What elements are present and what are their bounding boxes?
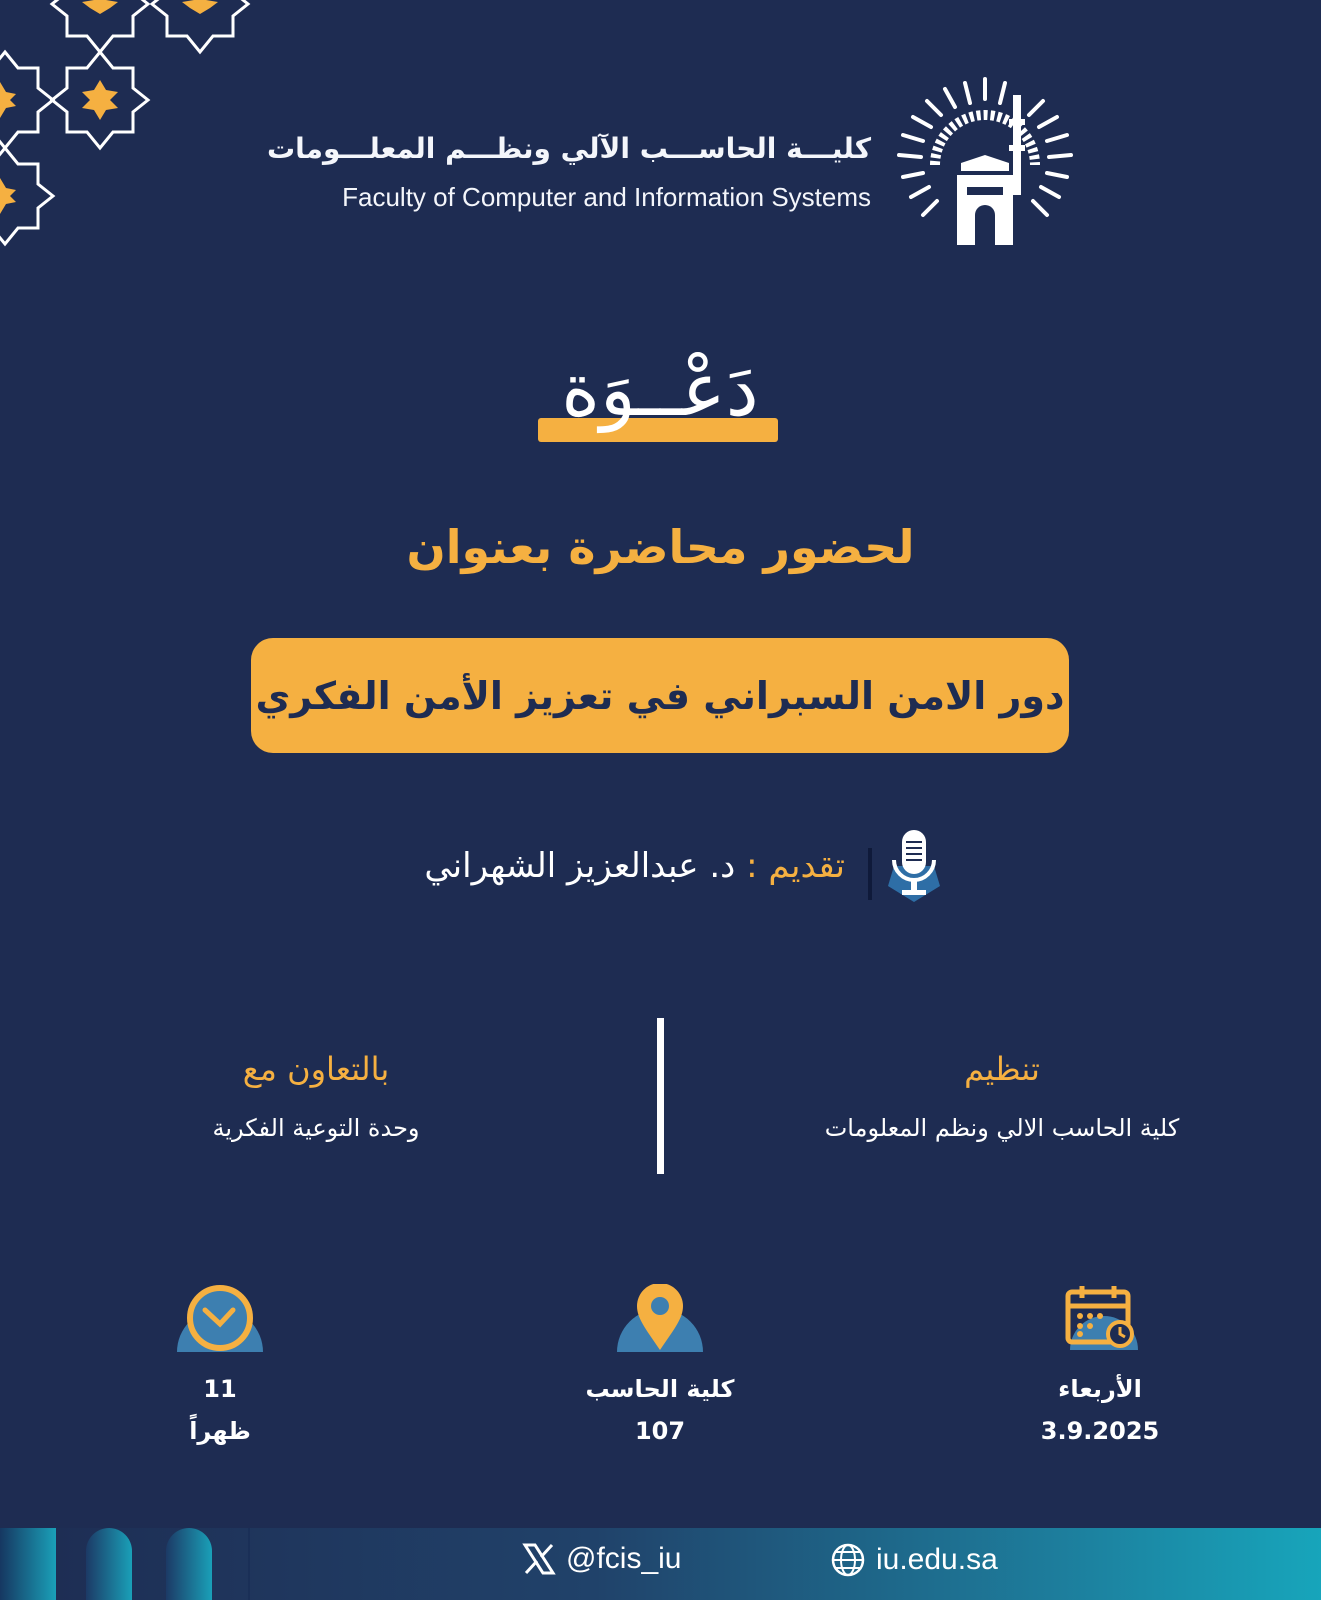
university-logo-icon [895,75,1075,255]
partner-heading: بالتعاون مع [242,1050,390,1088]
event-time-hour: 11 [203,1375,237,1403]
social-link[interactable] [522,1542,682,1576]
footer-divider [248,1528,250,1600]
calendar-clock-icon [1060,1284,1140,1354]
microphone-icon [884,826,944,906]
event-location [510,1368,810,1452]
location-pin-icon [615,1284,705,1354]
faculty-name-english: Faculty of Computer and Information Systems [342,182,871,212]
partner-name: وحدة التوعية الفكرية [212,1114,420,1142]
lecture-subtitle: لحضور محاضرة بعنوان [406,520,915,574]
footer-stripe [166,1528,212,1600]
islamic-star-pattern [0,0,260,250]
lecture-title-box [251,638,1069,753]
event-time [70,1368,370,1452]
organizer-heading: تنظيم [964,1050,1040,1088]
presenter-label: تقديم : [746,846,845,886]
footer-stripe [86,1528,132,1600]
event-date [950,1368,1250,1452]
footer-stripe [0,1528,56,1600]
presenter-line [424,846,845,886]
event-day: الأربعاء [1058,1375,1142,1403]
globe-icon [830,1542,866,1578]
section-divider [657,1018,664,1174]
presenter-name: د. عبدالعزيز الشهراني [424,846,736,886]
invitation-word: دَعْــوَة [561,347,759,433]
organizer-name: كلية الحاسب الالي ونظم المعلومات [824,1114,1180,1142]
x-logo-icon [522,1542,556,1576]
website-url: iu.edu.sa [876,1543,998,1576]
faculty-name-arabic: كليـــة الحاســـب الآلي ونظـــم المعلـــومات [266,132,871,165]
website-link[interactable] [830,1542,998,1578]
presenter-divider [868,848,872,900]
invitation-heading [530,340,790,460]
event-date-value: 3.9.2025 [1040,1417,1160,1445]
lecture-title: دور الامن السبراني في تعزيز الأمن الفكري [255,673,1065,718]
clock-icon [175,1284,265,1354]
event-time-period: ظهراً [189,1417,251,1445]
social-handle: @fcis_iu [566,1542,682,1575]
event-location-building: كلية الحاسب [585,1375,735,1403]
event-location-room: 107 [634,1417,686,1445]
footer-bar [0,1528,1321,1600]
